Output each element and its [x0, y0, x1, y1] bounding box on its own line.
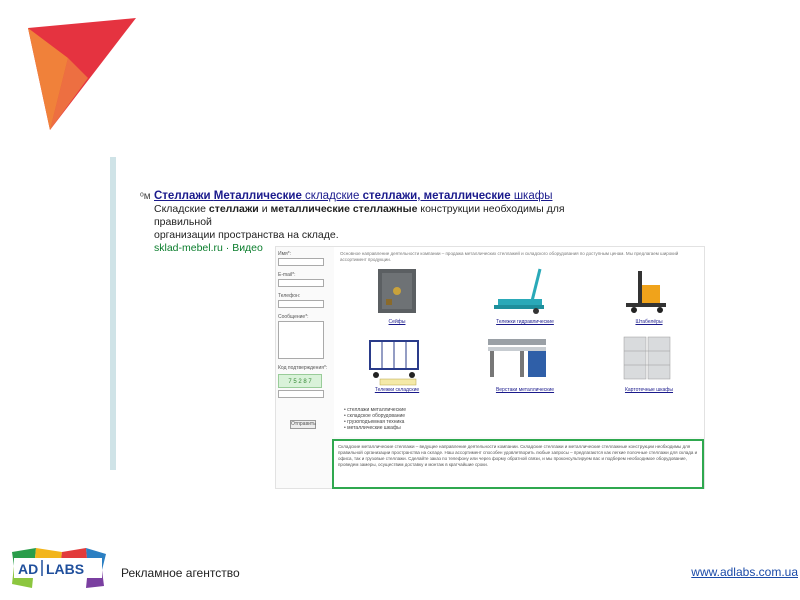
product-caption[interactable]: Тележки гидравлические — [496, 319, 554, 325]
form-label-email: E-mail*: — [278, 272, 296, 278]
name-field[interactable] — [278, 258, 324, 266]
captcha-image: 7 5 2 8 7 — [278, 374, 322, 388]
workbench-image — [480, 333, 570, 387]
product-caption[interactable]: Сейфы — [388, 319, 406, 325]
platform-cart-image — [352, 333, 442, 387]
form-label-captcha: Код подтверждения*: — [278, 365, 328, 371]
product-card[interactable] — [352, 265, 442, 325]
website-screenshot — [275, 246, 705, 489]
product-card[interactable] — [352, 333, 442, 393]
list-item[interactable]: • складское оборудование — [344, 413, 406, 419]
product-card[interactable] — [604, 265, 694, 325]
footer-website-link[interactable]: www.adlabs.com.ua — [691, 565, 798, 579]
ad-favicon-icon: ᵒм — [140, 191, 151, 202]
product-caption[interactable]: Верстаки металлические — [495, 387, 555, 393]
pallet-jack-image — [480, 265, 570, 319]
captcha-field[interactable] — [278, 390, 324, 398]
brand-triangle-logo — [28, 18, 138, 130]
ad-title-link[interactable]: Стеллажи Металлические складские стеллажи, металлические шкафы — [154, 190, 553, 202]
ad-description: Складские стеллажи и металлические стеллажные конструкции необходимы для правильной организации пространства на складе. — [154, 203, 565, 241]
ad-title-row — [140, 190, 620, 203]
product-card[interactable] — [480, 333, 570, 393]
product-catalog — [334, 247, 704, 437]
adlabs-logo — [6, 546, 110, 592]
safe-image — [352, 265, 442, 319]
product-caption[interactable]: Картотечные шкафы — [624, 387, 674, 393]
list-item[interactable]: • металлические шкафы — [344, 425, 406, 431]
stacker-image — [604, 265, 694, 319]
footer-tagline: Рекламное агентство — [121, 566, 240, 580]
logo-text-ad: AD — [18, 561, 39, 577]
ad-display-url[interactable]: sklad-mebel.ru · Видео — [154, 242, 263, 254]
form-label-phone: Телефон: — [278, 293, 301, 299]
filing-cabinet-image — [604, 333, 694, 387]
phone-field[interactable] — [278, 300, 324, 308]
list-item[interactable]: • грузоподъемная техника — [344, 419, 406, 425]
highlighted-description: Складские металлические стеллажи – ведущее направление деятельности компании. Складские стеллажи и металлические стеллажные конструкции необходимы для правильной организации пространства на складе. Наш ассортимент способен удовлетворить любые запросы – предлагаются как легкие полочные стеллажи для склада и офиса, так и грузовые стеллажи. Сделайте заказ по телефону или через форму обратной связи, и мы проконсультируем вас и подберем необходимое оборудование, проведем замеры, осуществим доставку и монтаж в кратчайшие сроки. — [332, 439, 704, 489]
message-field[interactable] — [278, 321, 324, 359]
side-rule — [110, 157, 116, 470]
product-caption[interactable]: Штабелёры — [635, 319, 663, 325]
contact-form — [278, 251, 328, 429]
email-field[interactable] — [278, 279, 324, 287]
category-list — [344, 407, 406, 431]
logo-text-labs: LABS — [46, 561, 85, 577]
product-caption[interactable]: Тележки складские — [374, 387, 420, 393]
product-card[interactable] — [604, 333, 694, 393]
form-label-message: Сообщение*: — [278, 314, 309, 320]
product-card[interactable] — [480, 265, 570, 325]
send-button[interactable]: Отправить — [291, 421, 316, 427]
list-item[interactable]: • стеллажи металлические — [344, 407, 406, 413]
catalog-intro: Основное направление деятельности компании – продажа металлических стеллажей и складского оборудования по доступным ценам. Мы предлагаем широкий ассортимент продукции. — [340, 251, 679, 262]
form-label-name: Имя*: — [278, 251, 292, 257]
